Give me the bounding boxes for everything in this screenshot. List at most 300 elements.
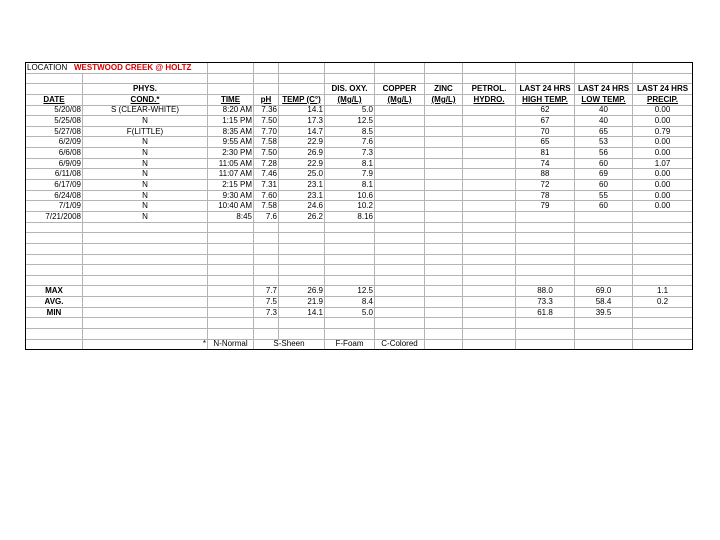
empty-cell <box>279 275 325 286</box>
empty-cell <box>633 254 693 265</box>
value-cell: 0.00 <box>633 190 693 201</box>
summary-value: 39.5 <box>575 307 633 318</box>
header-cell: DATE <box>26 94 83 105</box>
empty-cell <box>83 318 208 329</box>
summary-value: 7.3 <box>254 307 279 318</box>
empty-cell <box>26 233 83 244</box>
summary-value <box>463 286 516 297</box>
data-row <box>26 116 693 127</box>
legend-sheen: S-Sheen <box>254 339 325 350</box>
empty-cell <box>633 329 693 340</box>
value-cell: 10.6 <box>325 190 375 201</box>
empty-cell <box>325 233 375 244</box>
summary-value <box>375 307 425 318</box>
empty-cell <box>26 222 83 233</box>
value-cell: N <box>83 169 208 180</box>
empty-cell <box>83 307 208 318</box>
empty-cell <box>83 329 208 340</box>
empty-cell <box>633 275 693 286</box>
value-cell: 7.58 <box>254 137 279 148</box>
legend-row <box>26 339 693 350</box>
value-cell: 14.1 <box>279 105 325 116</box>
empty-cell <box>633 73 693 84</box>
empty-cell <box>26 275 83 286</box>
value-cell <box>375 190 425 201</box>
value-cell: N <box>83 180 208 191</box>
empty-cell <box>516 233 575 244</box>
value-cell: 69 <box>575 169 633 180</box>
empty-cell <box>26 265 83 276</box>
value-cell: 26.9 <box>279 148 325 159</box>
value-cell: N <box>83 158 208 169</box>
value-cell: 8.1 <box>325 158 375 169</box>
value-cell: 0.00 <box>633 201 693 212</box>
value-cell: 23.1 <box>279 190 325 201</box>
value-cell: 60 <box>575 158 633 169</box>
value-cell: 7.31 <box>254 180 279 191</box>
value-cell: 26.2 <box>279 211 325 222</box>
empty-cell <box>375 265 425 276</box>
data-row <box>26 180 693 191</box>
value-cell <box>633 211 693 222</box>
summary-value <box>425 307 463 318</box>
empty-cell <box>325 243 375 254</box>
value-cell: N <box>83 201 208 212</box>
empty-cell <box>254 233 279 244</box>
empty-cell <box>208 233 254 244</box>
empty-row <box>26 243 693 254</box>
data-row <box>26 148 693 159</box>
empty-cell <box>254 275 279 286</box>
summary-value: 12.5 <box>325 286 375 297</box>
empty-cell <box>279 318 325 329</box>
value-cell <box>425 201 463 212</box>
value-cell <box>425 180 463 191</box>
value-cell: N <box>83 190 208 201</box>
value-cell <box>375 158 425 169</box>
value-cell <box>463 116 516 127</box>
spacer-row <box>26 73 693 84</box>
value-cell <box>425 190 463 201</box>
value-cell: 0.00 <box>633 137 693 148</box>
empty-cell <box>325 318 375 329</box>
empty-cell <box>325 329 375 340</box>
summary-value: 21.9 <box>279 297 325 308</box>
legend-asterisk: * <box>83 339 208 350</box>
value-cell: 67 <box>516 116 575 127</box>
date-cell: 5/25/08 <box>26 116 83 127</box>
value-cell <box>463 169 516 180</box>
value-cell: 2:15 PM <box>208 180 254 191</box>
value-cell <box>425 116 463 127</box>
location-cell <box>26 63 208 74</box>
summary-value: 5.0 <box>325 307 375 318</box>
value-cell <box>375 137 425 148</box>
value-cell <box>425 148 463 159</box>
value-cell <box>463 211 516 222</box>
value-cell: 8:20 AM <box>208 105 254 116</box>
value-cell: 24.6 <box>279 201 325 212</box>
header-cell: (Mg/L) <box>375 94 425 105</box>
header-cell <box>279 84 325 95</box>
value-cell: 7.58 <box>254 201 279 212</box>
value-cell: 7.36 <box>254 105 279 116</box>
header-cell <box>26 84 83 95</box>
value-cell <box>375 126 425 137</box>
empty-cell <box>425 318 463 329</box>
header-cell: LAST 24 HRS <box>516 84 575 95</box>
value-cell: 0.00 <box>633 116 693 127</box>
empty-row <box>26 233 693 244</box>
empty-cell <box>375 243 425 254</box>
value-cell <box>375 211 425 222</box>
data-row <box>26 201 693 212</box>
date-cell: 6/11/08 <box>26 169 83 180</box>
empty-cell <box>279 254 325 265</box>
value-cell: S (CLEAR-WHITE) <box>83 105 208 116</box>
empty-cell <box>83 254 208 265</box>
empty-cell <box>425 275 463 286</box>
summary-value <box>463 307 516 318</box>
value-cell: 10:40 AM <box>208 201 254 212</box>
data-row <box>26 169 693 180</box>
value-cell <box>425 126 463 137</box>
empty-cell <box>325 275 375 286</box>
empty-cell <box>208 254 254 265</box>
empty-cell <box>516 275 575 286</box>
empty-cell <box>254 265 279 276</box>
value-cell: 0.00 <box>633 105 693 116</box>
empty-cell <box>83 265 208 276</box>
date-cell: 5/27/08 <box>26 126 83 137</box>
value-cell <box>463 158 516 169</box>
summary-value: 58.4 <box>575 297 633 308</box>
value-cell: N <box>83 148 208 159</box>
value-cell: 0.00 <box>633 148 693 159</box>
value-cell <box>375 105 425 116</box>
summary-row <box>26 286 693 297</box>
summary-label: MIN <box>26 307 83 318</box>
empty-cell <box>208 318 254 329</box>
empty-cell <box>575 275 633 286</box>
empty-cell <box>279 329 325 340</box>
empty-cell <box>208 222 254 233</box>
empty-cell <box>26 243 83 254</box>
empty-cell <box>463 265 516 276</box>
value-cell: 2:30 PM <box>208 148 254 159</box>
empty-cell <box>83 275 208 286</box>
summary-value: 8.4 <box>325 297 375 308</box>
empty-cell <box>325 73 375 84</box>
value-cell: 62 <box>516 105 575 116</box>
empty-cell <box>463 275 516 286</box>
header-cell: HYDRO. <box>463 94 516 105</box>
value-cell <box>575 211 633 222</box>
summary-value <box>375 286 425 297</box>
summary-value <box>463 297 516 308</box>
empty-cell <box>425 329 463 340</box>
value-cell: 79 <box>516 201 575 212</box>
value-cell: 7.50 <box>254 148 279 159</box>
location-row <box>26 63 693 74</box>
empty-cell <box>575 329 633 340</box>
summary-value: 0.2 <box>633 297 693 308</box>
value-cell: 7.6 <box>254 211 279 222</box>
header-cell: TIME <box>208 94 254 105</box>
value-cell: 53 <box>575 137 633 148</box>
empty-cell <box>575 243 633 254</box>
value-cell: 8.5 <box>325 126 375 137</box>
location-label: LOCATION <box>27 62 68 72</box>
empty-cell <box>375 275 425 286</box>
empty-cell <box>26 329 83 340</box>
legend-normal: N-Normal <box>208 339 254 350</box>
value-cell: 1:15 PM <box>208 116 254 127</box>
empty-cell <box>516 222 575 233</box>
empty-cell <box>633 265 693 276</box>
empty-cell <box>575 222 633 233</box>
value-cell <box>375 116 425 127</box>
empty-cell <box>254 318 279 329</box>
value-cell: 78 <box>516 190 575 201</box>
summary-value: 1.1 <box>633 286 693 297</box>
empty-cell <box>463 222 516 233</box>
value-cell: 12.5 <box>325 116 375 127</box>
summary-value: 61.8 <box>516 307 575 318</box>
empty-cell <box>375 222 425 233</box>
empty-cell <box>279 243 325 254</box>
header-row-2 <box>26 94 693 105</box>
empty-row <box>26 329 693 340</box>
empty-cell <box>26 339 83 350</box>
value-cell: 60 <box>575 180 633 191</box>
empty-cell <box>516 329 575 340</box>
summary-value: 7.7 <box>254 286 279 297</box>
empty-cell <box>425 222 463 233</box>
value-cell: 22.9 <box>279 137 325 148</box>
empty-cell <box>516 265 575 276</box>
empty-cell <box>463 329 516 340</box>
header-cell: (Mg/L) <box>425 94 463 105</box>
summary-value: 14.1 <box>279 307 325 318</box>
header-cell: LAST 24 HRS <box>575 84 633 95</box>
empty-cell <box>208 243 254 254</box>
empty-cell <box>208 73 254 84</box>
header-cell: TEMP (C°) <box>279 94 325 105</box>
value-cell: 14.7 <box>279 126 325 137</box>
header-cell: DIS. OXY. <box>325 84 375 95</box>
value-cell: 7.28 <box>254 158 279 169</box>
empty-cell <box>26 318 83 329</box>
summary-row <box>26 297 693 308</box>
empty-cell <box>463 233 516 244</box>
empty-row <box>26 318 693 329</box>
value-cell <box>425 169 463 180</box>
date-cell: 7/21/2008 <box>26 211 83 222</box>
empty-cell <box>575 233 633 244</box>
data-row <box>26 190 693 201</box>
empty-cell <box>83 243 208 254</box>
empty-cell <box>83 73 208 84</box>
value-cell: 9:30 AM <box>208 190 254 201</box>
empty-cell <box>575 254 633 265</box>
value-cell: 22.9 <box>279 158 325 169</box>
header-cell: (Mg/L) <box>325 94 375 105</box>
value-cell <box>463 201 516 212</box>
value-cell: 70 <box>516 126 575 137</box>
date-cell: 6/2/09 <box>26 137 83 148</box>
empty-cell <box>279 73 325 84</box>
empty-cell <box>575 73 633 84</box>
empty-cell <box>83 233 208 244</box>
empty-cell <box>516 254 575 265</box>
empty-cell <box>463 339 516 350</box>
value-cell: 7.50 <box>254 116 279 127</box>
empty-cell <box>633 222 693 233</box>
data-row <box>26 158 693 169</box>
empty-cell <box>325 265 375 276</box>
header-cell: PHYS. <box>83 84 208 95</box>
date-cell: 6/17/09 <box>26 180 83 191</box>
empty-cell <box>425 339 463 350</box>
empty-cell <box>325 222 375 233</box>
summary-value: 88.0 <box>516 286 575 297</box>
empty-cell <box>254 73 279 84</box>
summary-value <box>633 307 693 318</box>
date-cell: 6/6/08 <box>26 148 83 159</box>
value-cell: 8:45 <box>208 211 254 222</box>
empty-row <box>26 275 693 286</box>
value-cell: 72 <box>516 180 575 191</box>
empty-cell <box>375 254 425 265</box>
value-cell: 74 <box>516 158 575 169</box>
value-cell: 23.1 <box>279 180 325 191</box>
value-cell <box>375 169 425 180</box>
value-cell: 0.79 <box>633 126 693 137</box>
date-cell: 5/20/08 <box>26 105 83 116</box>
date-cell: 7/1/09 <box>26 201 83 212</box>
summary-value: 26.9 <box>279 286 325 297</box>
summary-value <box>425 297 463 308</box>
value-cell <box>425 211 463 222</box>
value-cell <box>463 105 516 116</box>
empty-cell <box>83 286 208 297</box>
value-cell: 7.9 <box>325 169 375 180</box>
header-cell <box>254 84 279 95</box>
value-cell <box>463 180 516 191</box>
date-cell: 6/9/09 <box>26 158 83 169</box>
value-cell: 0.00 <box>633 180 693 191</box>
empty-cell <box>375 318 425 329</box>
value-cell <box>516 211 575 222</box>
value-cell: 11:05 AM <box>208 158 254 169</box>
summary-row <box>26 307 693 318</box>
empty-cell <box>83 297 208 308</box>
header-cell: PETROL. <box>463 84 516 95</box>
value-cell: N <box>83 116 208 127</box>
empty-cell <box>325 254 375 265</box>
value-cell: 11:07 AM <box>208 169 254 180</box>
empty-row <box>26 265 693 276</box>
summary-value: 7.5 <box>254 297 279 308</box>
value-cell <box>463 190 516 201</box>
empty-cell <box>633 318 693 329</box>
value-cell: 17.3 <box>279 116 325 127</box>
value-cell: 8:35 AM <box>208 126 254 137</box>
summary-label: MAX <box>26 286 83 297</box>
empty-cell <box>279 265 325 276</box>
summary-label: AVG. <box>26 297 83 308</box>
value-cell: 8.1 <box>325 180 375 191</box>
empty-cell <box>463 254 516 265</box>
header-cell: LOW TEMP. <box>575 94 633 105</box>
empty-cell <box>254 329 279 340</box>
value-cell <box>463 126 516 137</box>
value-cell: 60 <box>575 201 633 212</box>
data-row <box>26 211 693 222</box>
summary-value <box>375 297 425 308</box>
empty-cell <box>633 233 693 244</box>
empty-cell <box>254 222 279 233</box>
value-cell: 10.2 <box>325 201 375 212</box>
empty-cell <box>575 339 633 350</box>
empty-cell <box>463 243 516 254</box>
summary-value <box>425 286 463 297</box>
value-cell: 40 <box>575 105 633 116</box>
empty-cell <box>208 265 254 276</box>
value-cell: 7.3 <box>325 148 375 159</box>
header-cell: HIGH TEMP. <box>516 94 575 105</box>
empty-cell <box>375 73 425 84</box>
empty-cell <box>516 73 575 84</box>
value-cell: 81 <box>516 148 575 159</box>
empty-cell <box>425 73 463 84</box>
value-cell: 5.0 <box>325 105 375 116</box>
data-row <box>26 105 693 116</box>
empty-cell <box>516 339 575 350</box>
empty-cell <box>208 286 254 297</box>
summary-value: 69.0 <box>575 286 633 297</box>
empty-cell <box>26 73 83 84</box>
value-cell: 25.0 <box>279 169 325 180</box>
value-cell <box>375 201 425 212</box>
header-cell: COPPER <box>375 84 425 95</box>
empty-cell <box>425 243 463 254</box>
value-cell: 88 <box>516 169 575 180</box>
value-cell: 9:55 AM <box>208 137 254 148</box>
empty-cell <box>516 318 575 329</box>
header-cell: pH <box>254 94 279 105</box>
value-cell: 0.00 <box>633 169 693 180</box>
value-cell: N <box>83 211 208 222</box>
value-cell: 7.6 <box>325 137 375 148</box>
empty-cell <box>254 243 279 254</box>
value-cell: N <box>83 137 208 148</box>
empty-cell <box>463 318 516 329</box>
empty-cell <box>26 254 83 265</box>
value-cell: 40 <box>575 116 633 127</box>
data-row <box>26 126 693 137</box>
water-quality-table <box>25 62 693 350</box>
empty-cell <box>463 73 516 84</box>
header-cell: LAST 24 HRS <box>633 84 693 95</box>
empty-cell <box>83 222 208 233</box>
empty-cell <box>425 265 463 276</box>
value-cell: 65 <box>575 126 633 137</box>
value-cell: 56 <box>575 148 633 159</box>
legend-foam: F-Foam <box>325 339 375 350</box>
value-cell: 1.07 <box>633 158 693 169</box>
